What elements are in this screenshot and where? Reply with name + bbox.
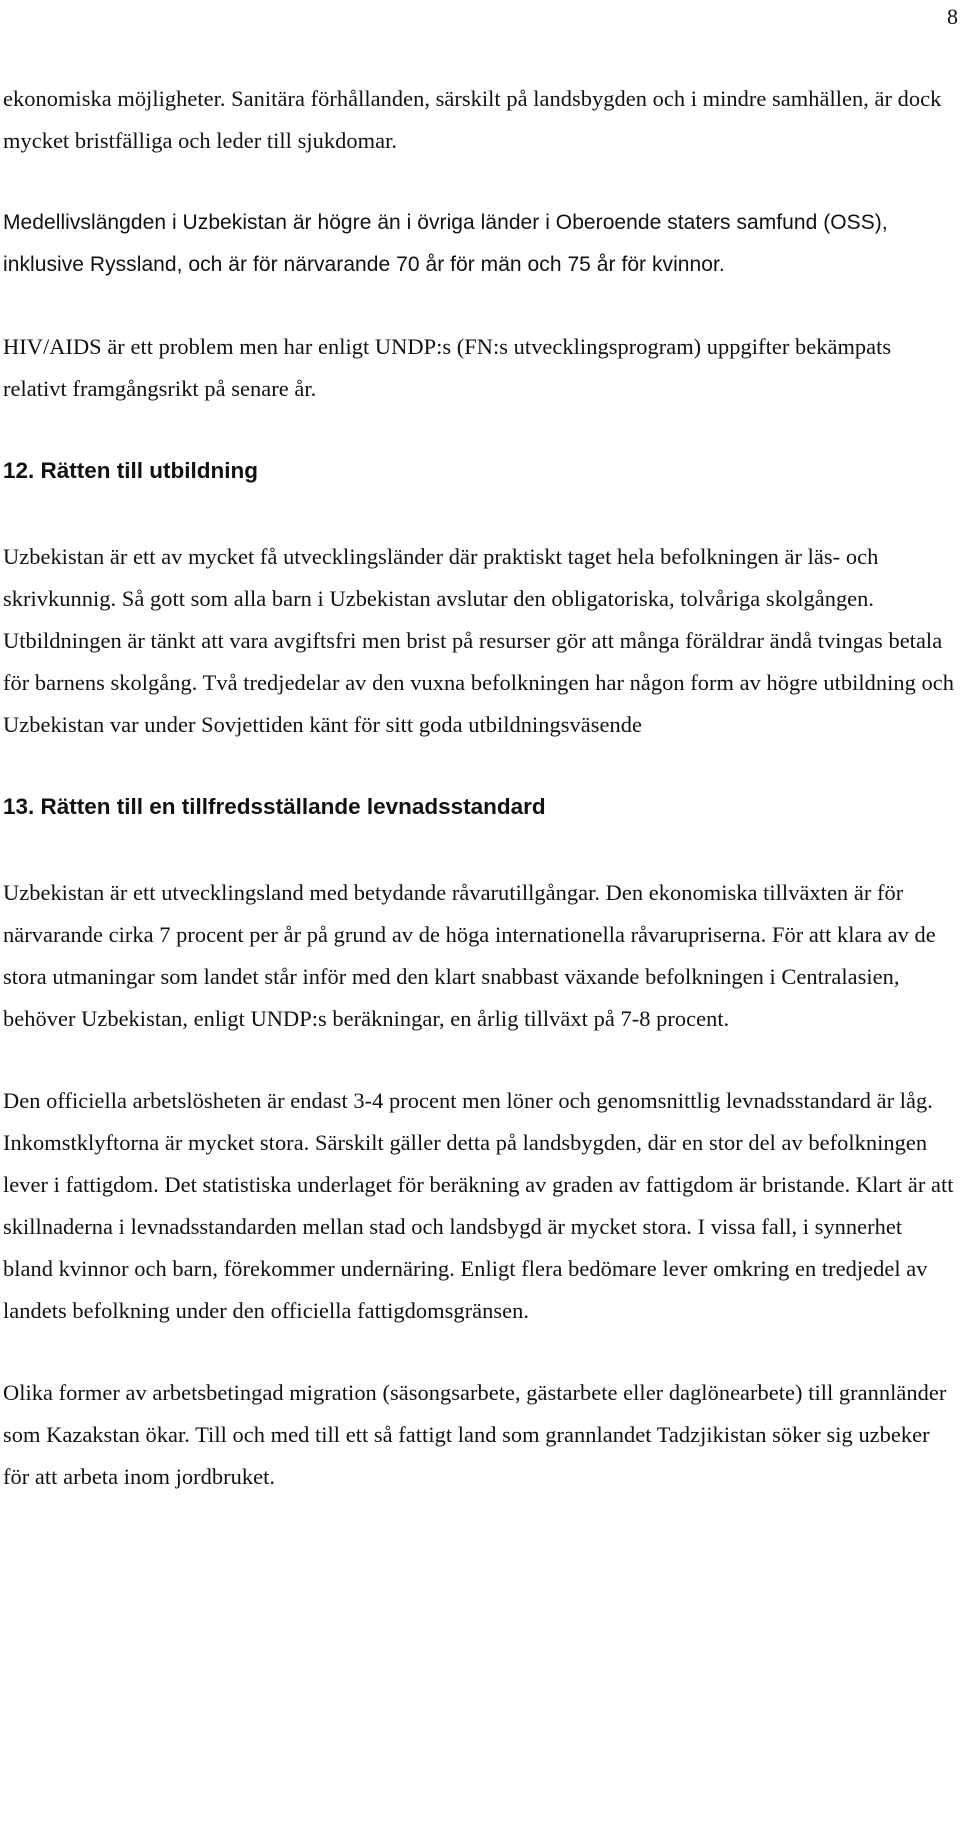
heading-living-standard: 13. Rätten till en tillfredsställande levnadsstandard bbox=[3, 794, 546, 819]
paragraph-hiv-aids: HIV/AIDS är ett problem men har enligt UNDP:s (FN:s utvecklingsprogram) uppgifter bekämpats relativt framgångsrikt på senare år. bbox=[3, 334, 892, 401]
paragraph-education: Uzbekistan är ett av mycket få utvecklingsländer där praktiskt taget hela befolkningen är läs- och skrivkunnig. Så gott som alla barn i Uzbekistan avslutar den obligatoriska, tolvåriga skolgången. Utbildningen är tänkt att vara avgiftsfri men brist på resurser gör att många föräldrar ändå tvingas betala för barnens skolgång. Två tredjedelar av den vuxna befolkningen har någon form av högre utbildning och Uzbekistan var under Sovjettiden känt för sitt goda utbildningsväsende bbox=[3, 544, 955, 737]
paragraph-sanitation: ekonomiska möjligheter. Sanitära förhållanden, särskilt på landsbygden och i mindre samhällen, är dock mycket bristfälliga och leder till sjukdomar. bbox=[3, 86, 942, 153]
page-number: 8 bbox=[947, 4, 958, 29]
paragraph-life-expectancy: Medellivslängden i Uzbekistan är högre än i övriga länder i Oberoende staters samfund (OSS), inklusive Ryssland, och är för närvarande 70 år för män och 75 år för kvinnor. bbox=[3, 211, 888, 276]
paragraph-unemployment: Den officiella arbetslösheten är endast 3-4 procent men löner och genomsnittlig levnadsstandard är låg. Inkomstklyftorna är mycket stora. Särskilt gäller detta på landsbygden, där en stor del av befolkningen lever i fattigdom. Det statistiska underlaget för beräkning av graden av fattigdom är bristande. Klart är att skillnaderna i levnadsstandarden mellan stad och landsbygd är mycket stora. I vissa fall, i synnerhet bland kvinnor och barn, förekommer undernäring. Enligt flera bedömare lever omkring en tredjedel av landets befolkning under den officiella fattigdomsgränsen. bbox=[3, 1088, 954, 1323]
paragraph-economic-growth: Uzbekistan är ett utvecklingsland med betydande råvarutillgångar. Den ekonomiska tillväxten är för närvarande cirka 7 procent per år på grund av de höga internationella råvarupriserna. För att klara av de stora utmaningar som landet står inför med den klart snabbast växande befolkningen i Centralasien, behöver Uzbekistan, enligt UNDP:s beräkningar, en årlig tillväxt på 7-8 procent. bbox=[3, 880, 936, 1031]
heading-education: 12. Rätten till utbildning bbox=[3, 458, 258, 483]
paragraph-migration: Olika former av arbetsbetingad migration (säsongsarbete, gästarbete eller daglönearbete) till grannländer som Kazakstan ökar. Till och med till ett så fattigt land som grannlandet Tadzjikistan söker sig uzbeker för att arbeta inom jordbruket. bbox=[3, 1380, 947, 1489]
document-body bbox=[3, 78, 955, 1538]
